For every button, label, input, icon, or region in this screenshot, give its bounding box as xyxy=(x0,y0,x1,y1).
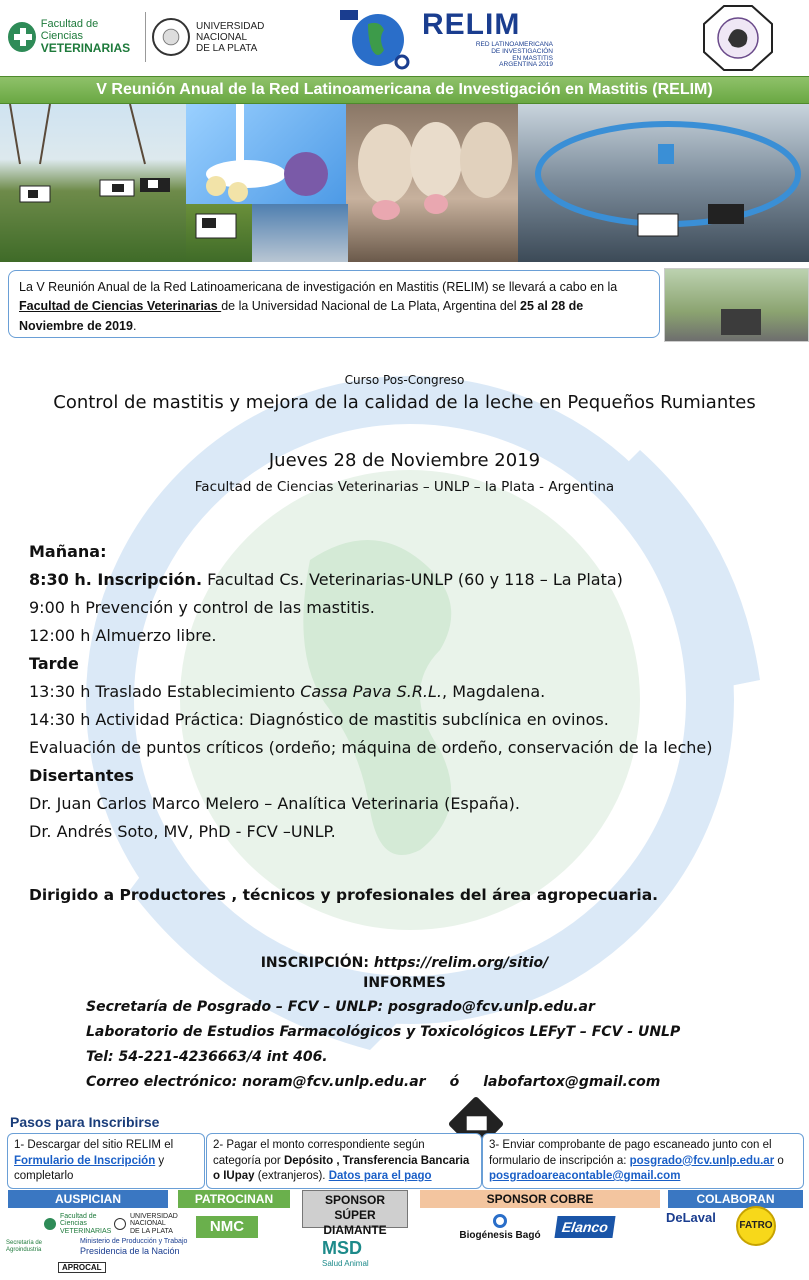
relim-logo xyxy=(338,4,558,72)
relim-globe-icon xyxy=(338,4,418,72)
contact-line-1: Secretaría de Posgrado – FCV – UNLP: posgrado@fcv.unlp.edu.ar xyxy=(86,999,595,1015)
payment-data-link[interactable]: Datos para el pago xyxy=(328,1170,432,1183)
item-1330-a: 13:30 h Traslado Establecimiento xyxy=(29,682,301,701)
program xyxy=(29,538,789,846)
ausp-fcv-text: Facultad de Ciencias VETERINARIAS xyxy=(60,1213,112,1235)
step-2-box xyxy=(206,1133,482,1189)
event-title-bar xyxy=(0,76,809,104)
informes-heading: INFORMES xyxy=(363,975,446,991)
fcv-mini-icon xyxy=(44,1218,56,1230)
audience-statement: Dirigido a Productores , técnicos y profesionales del área agropecuaria. xyxy=(29,886,659,904)
fcv-logo-line1: Facultad de Ciencias xyxy=(40,18,99,42)
relim-sub-line1: RED LATINOAMERICANA xyxy=(475,41,553,48)
step-3-text-a: 3- Enviar comprobante de pago escaneado junto con el formulario de inscripción a: xyxy=(489,1139,772,1167)
photo-collage xyxy=(0,104,809,262)
afternoon-heading: Tarde xyxy=(29,654,79,673)
step-1-box xyxy=(7,1133,205,1189)
ministerio-logo xyxy=(80,1238,187,1256)
fatro-logo: FATRO xyxy=(736,1206,776,1246)
registration-item xyxy=(29,566,789,594)
aprocal-logo: APROCAL xyxy=(58,1262,106,1273)
item-1330-company: Cassa Pava S.R.L. xyxy=(300,682,443,701)
step-2-methods: Depósito , Transferencia Bancaria o IUpay xyxy=(213,1154,470,1183)
building-gate xyxy=(721,309,761,335)
intro-dates: 25 al 28 de Noviembre de 2019 xyxy=(19,299,584,333)
relim-wordmark: RELIM xyxy=(422,8,521,41)
step-2-text-b: (extranjeros). xyxy=(254,1170,329,1183)
speakers-heading: Disertantes xyxy=(29,766,134,785)
speaker-1: Dr. Juan Carlos Marco Melero – Analítica Veterinaria (España). xyxy=(29,794,520,813)
auspician-fcv-unlp-logos xyxy=(44,1213,178,1235)
step-3-or: o xyxy=(774,1154,784,1167)
relim-sub-line2: DE INVESTIGACIÓN xyxy=(491,47,553,55)
contable-email-link[interactable]: posgradoareacontable@gmail.com xyxy=(489,1170,681,1183)
nmc-logo: NMC xyxy=(196,1216,258,1238)
header xyxy=(0,0,809,76)
veterinary-cross-icon xyxy=(8,22,36,52)
registration-url[interactable]: https://relim.org/sitio/ xyxy=(373,955,549,971)
unlp-line3: DE LA PLATA xyxy=(196,42,258,54)
course-date: Jueves 28 de Noviembre 2019 xyxy=(268,450,541,471)
faculty-building-photo xyxy=(664,268,809,342)
steps-title: Pasos para Inscribirse xyxy=(10,1114,160,1130)
biogenesis-bago-logo xyxy=(450,1214,550,1241)
contact-email-2: labofartox@gmail.com xyxy=(483,1074,661,1090)
relim-sub-line3: EN MASTITIS xyxy=(512,54,553,62)
posgrado-email-link[interactable]: posgrado@fcv.unlp.edu.ar xyxy=(629,1154,775,1167)
fcv-logo xyxy=(8,14,136,60)
registration-time: 8:30 h. Inscripción. xyxy=(29,570,203,589)
registration-detail: Facultad Cs. Veterinarias-UNLP (60 y 118 – La Plata) xyxy=(202,570,623,589)
step-2-text-a: 2- Pagar el monto correspondiente según categoría por xyxy=(213,1139,425,1167)
msd-logo xyxy=(322,1238,402,1278)
morning-heading: Mañana: xyxy=(29,542,107,561)
unlp-line1: UNIVERSIDAD xyxy=(196,20,265,32)
intro-box xyxy=(8,270,660,338)
cow-vaccine-photo xyxy=(186,204,252,262)
elanco-logo: Elanco xyxy=(554,1216,615,1238)
ausp-unlp-text: UNIVERSIDAD NACIONAL DE LA PLATA xyxy=(130,1213,178,1235)
cows-in-field-photo xyxy=(0,104,190,262)
fcv-logo-line2: VETERINARIAS xyxy=(40,41,131,56)
intro-part1: La V Reunión Anual de la Red Latinoamericana de investigación en Mastitis (RELIM) se llevará a cabo en la xyxy=(19,280,618,294)
sheep-milking-photo xyxy=(346,104,518,262)
speaker-2: Dr. Andrés Soto, MV, PhD - FCV –UNLP. xyxy=(29,822,336,841)
intro-part3: . xyxy=(132,318,137,333)
msd-wordmark: MSD xyxy=(322,1238,362,1258)
item-1200: 12:00 h Almuerzo libre. xyxy=(29,626,217,645)
contact-line-2: Laboratorio de Estudios Farmacológicos y Toxicológicos LEFyT – FCV - UNLP xyxy=(86,1024,681,1040)
unlp-seal-icon xyxy=(152,18,190,56)
auspician-header: AUSPICIAN xyxy=(8,1190,168,1208)
item-900: 9:00 h Prevención y control de las mastitis. xyxy=(29,598,375,617)
step-1-text-b: y completarlo xyxy=(14,1154,165,1183)
contact-line-4 xyxy=(86,1070,809,1095)
registration-form-link[interactable]: Formulario de Inscripción xyxy=(14,1154,156,1167)
unlp-logo xyxy=(145,12,265,62)
diamond-sponsor-header: SPONSOR SÚPER DIAMANTE xyxy=(302,1190,408,1228)
item-1330-c: , Magdalena. xyxy=(442,682,546,701)
registration-label: INSCRIPCIÓN: xyxy=(260,955,369,971)
unlp-line2: NACIONAL xyxy=(196,31,248,43)
milk-sampling-photo xyxy=(252,204,348,262)
msd-subtitle: Salud Animal xyxy=(322,1259,369,1268)
event-title: V Reunión Anual de la Red Latinoamericana de Investigación en Mastitis (RELIM) xyxy=(96,81,713,98)
course-title: Control de mastitis y mejora de la calidad de la leche en Pequeños Rumiantes xyxy=(53,392,756,413)
ministerio-line: Ministerio de Producción y Trabajo xyxy=(80,1238,188,1245)
contact-or: ó xyxy=(449,1074,460,1090)
secretaria-agroindustria-logo: Secretaría de Agroindustria xyxy=(6,1240,43,1253)
contact-section xyxy=(0,955,809,1095)
patrocinan-header: PATROCINAN xyxy=(178,1190,290,1208)
contact-email-1: Correo electrónico: noram@fcv.unlp.edu.ar xyxy=(86,1074,426,1090)
item-evaluation: Evaluación de puntos críticos (ordeño; máquina de ordeño, conservación de la leche) xyxy=(29,738,713,757)
rotary-milking-parlor-photo xyxy=(518,104,809,262)
step-1-text-a: 1- Descargar del sitio RELIM el xyxy=(14,1139,174,1151)
registration-line xyxy=(0,955,809,971)
relim-sub-line4: ARGENTINA 2019 xyxy=(499,61,553,69)
colaboran-header: COLABORAN xyxy=(668,1190,803,1208)
biogenesis-text: Biogénesis Bagó xyxy=(459,1230,541,1241)
presidencia-line: Presidencia de la Nación xyxy=(80,1246,180,1257)
biogenesis-icon xyxy=(493,1214,507,1228)
intro-part2: de la Universidad Nacional de La Plata, Argentina del xyxy=(221,299,520,314)
step-3-box xyxy=(482,1133,804,1189)
item-1330 xyxy=(29,678,789,706)
association-octagon-logo xyxy=(702,4,774,72)
contact-line-3: Tel: 54-221-4236663/4 int 406. xyxy=(86,1049,328,1065)
course-kicker: Curso Pos-Congreso xyxy=(344,373,465,387)
delaval-logo: DeLaval xyxy=(666,1210,716,1225)
intro-faculty: Facultad de Ciencias Veterinarias xyxy=(19,299,222,314)
unlp-mini-icon xyxy=(114,1218,126,1230)
course-place: Facultad de Ciencias Veterinarias – UNLP – la Plata - Argentina xyxy=(194,479,615,495)
copper-sponsor-header: SPONSOR COBRE xyxy=(420,1190,660,1208)
item-1430: 14:30 h Actividad Práctica: Diagnóstico de mastitis subclínica en ovinos. xyxy=(29,710,609,729)
